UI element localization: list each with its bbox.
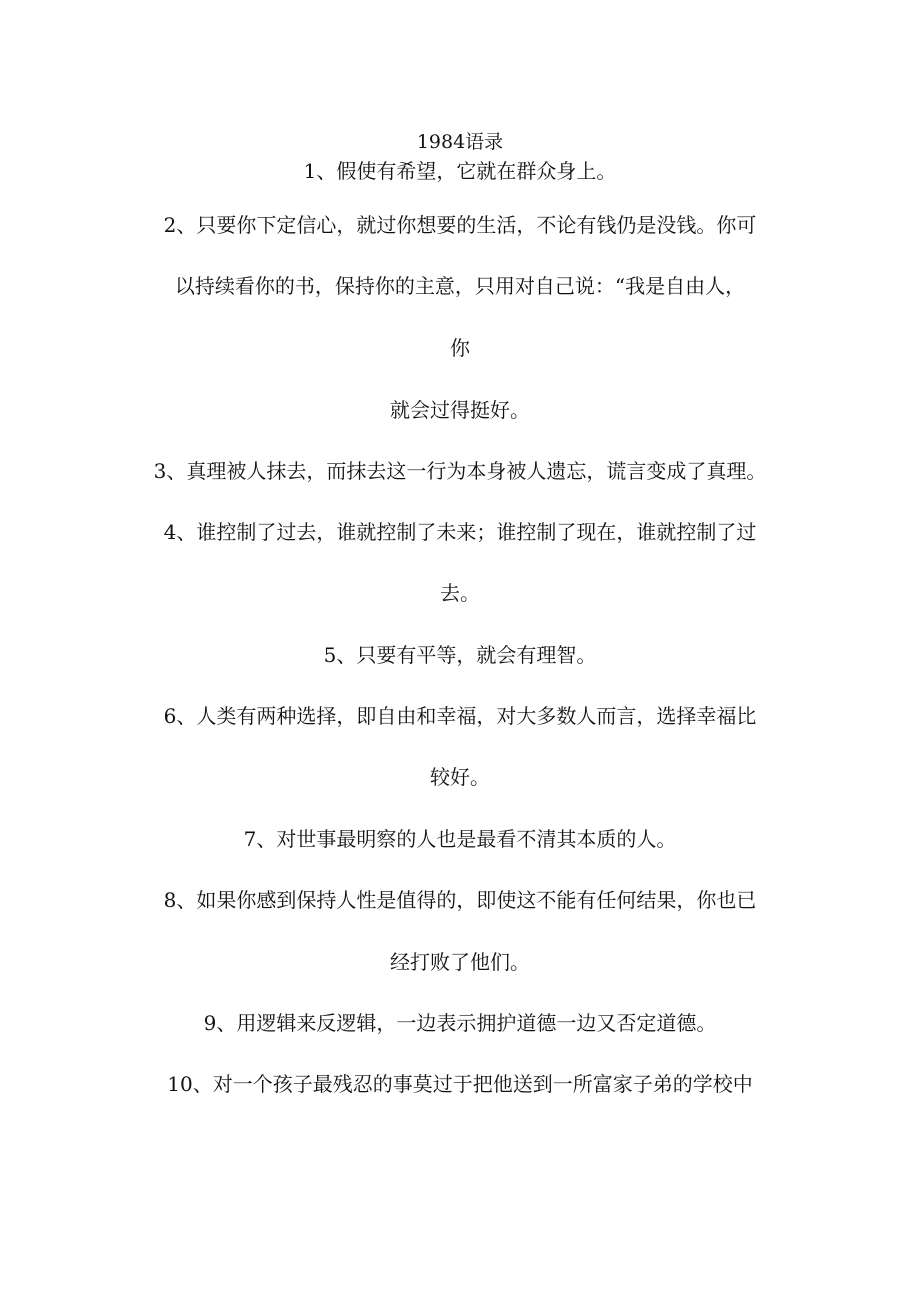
- quote-line: 5、只要有平等，就会有理智。: [323, 643, 597, 667]
- quote-line: 1、假使有希望，它就在群众身上。: [303, 159, 617, 183]
- quote-line: 4、谁控制了过去，谁就控制了未来；谁控制了现在，谁就控制了过: [163, 520, 757, 544]
- quote-line: 经打败了他们。: [390, 950, 530, 974]
- document-title: 1984语录: [416, 131, 504, 153]
- quote-line: 2、只要你下定信心，就过你想要的生活，不论有钱仍是没钱。你可: [163, 213, 757, 237]
- quote-line: 以持续看你的书，保持你的主意，只用对自己说：“我是自由人，: [174, 274, 746, 298]
- quote-line: 较好。: [430, 765, 490, 789]
- quote-line: 6、人类有两种选择，即自由和幸福，对大多数人而言，选择幸福比: [163, 704, 757, 728]
- quote-line: 7、对世事最明察的人也是最看不清其本质的人。: [243, 827, 677, 851]
- quote-line: 8、如果你感到保持人性是值得的，即使这不能有任何结果，你也已: [163, 888, 757, 912]
- quote-line: 去。: [440, 581, 480, 605]
- quote-line: 9、用逻辑来反逻辑，一边表示拥护道德一边又否定道德。: [203, 1011, 717, 1035]
- quote-line: 10、对一个孩子最残忍的事莫过于把他送到一所富家子弟的学校中: [167, 1072, 753, 1096]
- quote-line: 你: [450, 336, 470, 360]
- quote-line: 3、真理被人抹去，而抹去这一行为本身被人遗忘，谎言变成了真理。: [153, 459, 767, 483]
- quote-line: 就会过得挺好。: [390, 398, 530, 422]
